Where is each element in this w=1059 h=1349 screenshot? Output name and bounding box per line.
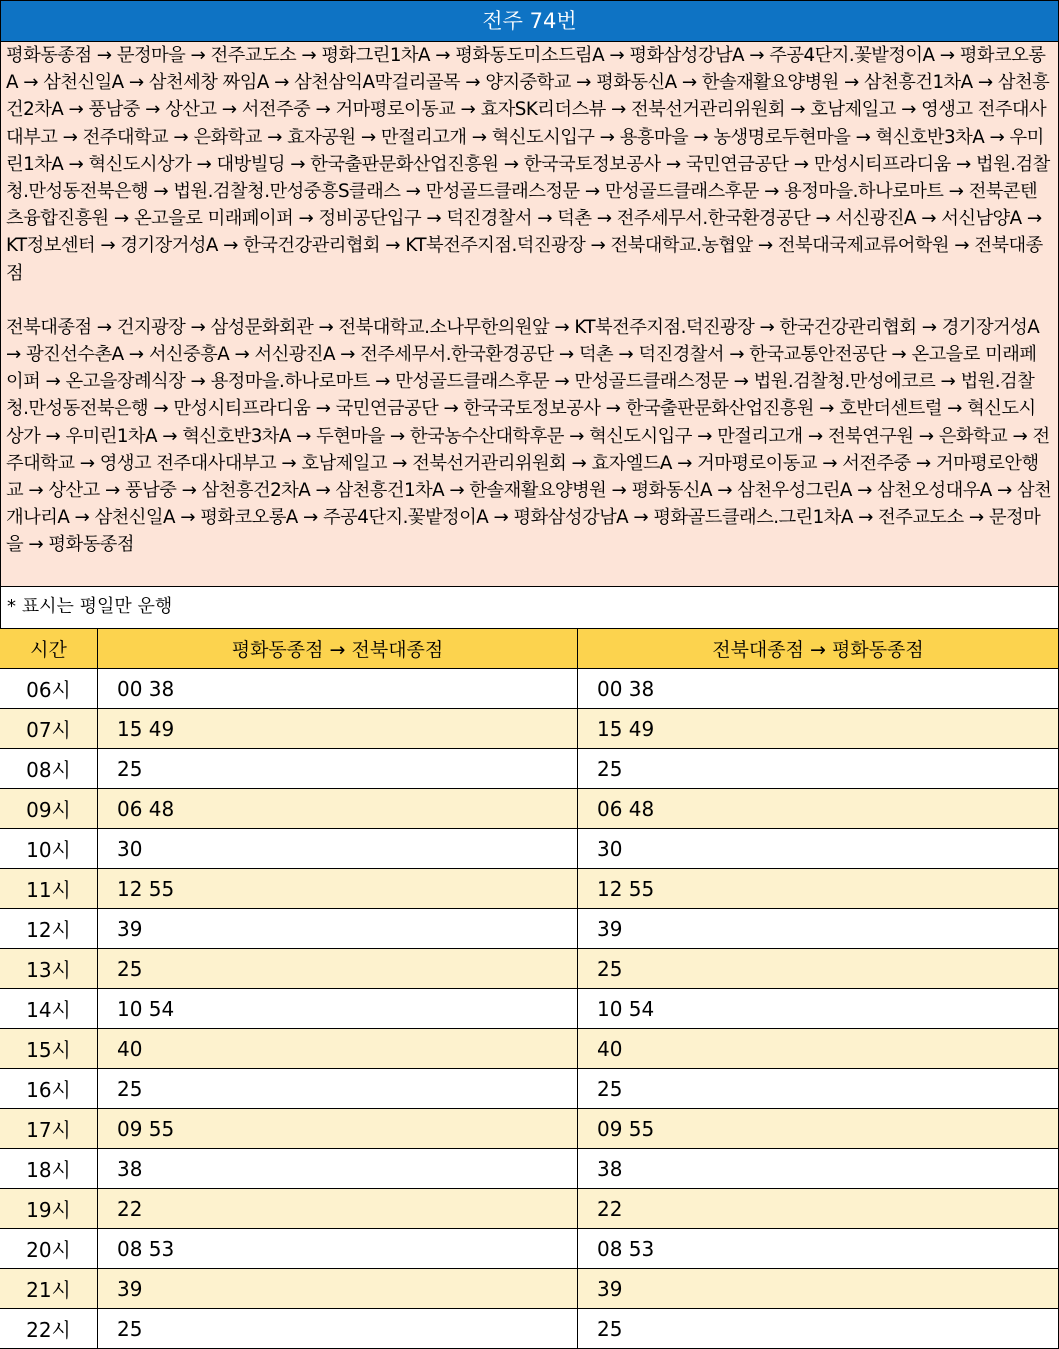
header-inbound: 전북대종점 → 평화동종점 bbox=[578, 629, 1059, 669]
header-hour: 시간 bbox=[0, 629, 98, 669]
outbound-times: 06 48 bbox=[98, 789, 578, 829]
inbound-times: 12 55 bbox=[578, 869, 1059, 909]
hour-cell: 11시 bbox=[0, 869, 98, 909]
outbound-times: 30 bbox=[98, 829, 578, 869]
inbound-times: 00 38 bbox=[578, 669, 1059, 709]
timetable-page bbox=[0, 0, 1059, 628]
schedule-table bbox=[0, 628, 1059, 1349]
inbound-times: 06 48 bbox=[578, 789, 1059, 829]
outbound-times: 00 38 bbox=[98, 669, 578, 709]
inbound-times: 25 bbox=[578, 1309, 1059, 1349]
inbound-times: 22 bbox=[578, 1189, 1059, 1229]
outbound-times: 38 bbox=[98, 1149, 578, 1189]
table-row bbox=[0, 749, 1059, 789]
table-row bbox=[0, 669, 1059, 709]
page-title: 전주 74번 bbox=[1, 1, 1058, 42]
outbound-times: 25 bbox=[98, 1069, 578, 1109]
outbound-times: 25 bbox=[98, 749, 578, 789]
hour-cell: 07시 bbox=[0, 709, 98, 749]
outbound-times: 09 55 bbox=[98, 1109, 578, 1149]
route-spacer bbox=[6, 287, 1052, 314]
inbound-times: 15 49 bbox=[578, 709, 1059, 749]
table-row bbox=[0, 1069, 1059, 1109]
hour-cell: 15시 bbox=[0, 1029, 98, 1069]
hour-cell: 14시 bbox=[0, 989, 98, 1029]
hour-cell: 12시 bbox=[0, 909, 98, 949]
inbound-times: 10 54 bbox=[578, 989, 1059, 1029]
inbound-times: 30 bbox=[578, 829, 1059, 869]
inbound-times: 25 bbox=[578, 1069, 1059, 1109]
table-row bbox=[0, 709, 1059, 749]
outbound-times: 10 54 bbox=[98, 989, 578, 1029]
hour-cell: 13시 bbox=[0, 949, 98, 989]
hour-cell: 20시 bbox=[0, 1229, 98, 1269]
table-row bbox=[0, 1269, 1059, 1309]
hour-cell: 09시 bbox=[0, 789, 98, 829]
inbound-times: 25 bbox=[578, 949, 1059, 989]
hour-cell: 16시 bbox=[0, 1069, 98, 1109]
outbound-times: 40 bbox=[98, 1029, 578, 1069]
header-outbound: 평화동종점 → 전북대종점 bbox=[98, 629, 578, 669]
route-inbound-text: 전북대종점 → 건지광장 → 삼성문화회관 → 전북대학교.소나무한의원앞 → KT북전주지점.덕진광장 → 한국건강관리협회 → 경기장거성A → 광진선수촌A → 서신중흥A → 서신광진A → 전주세무서.한국환경공단 → 덕촌 → 덕진경찰서 → 한국교통안전공단 → 온고을로 미래페이퍼 → 온고을장례식장 → 용정마을.하나로마트 → 만성골드클래스후문 → 만성골드클래스정문 → 법원.검찰청.만성에코르 → 법원.검찰청.만성동전북은행 → 만성시티프라디움 → 국민연금공단 → 한국국토정보공사 → 한국출판문화산업진흥원 → 호반더센트럴 → 혁신도시상가 → 우미린1차A → 혁신호반3차A → 두현마을 → 한국농수산대학후문 → 혁신도시입구 → 만절리고개 → 전북연구원 → 은화학교 → 전주대학교 → 영생고 전주대사대부고 → 호남제일고 → 전북선거관리위원회 → 효자엘드A → 거마평로이동교 → 서전주중 → 거마평로안행교 → 상산고 → 풍남중 → 삼천흥건2차A → 삼천흥건1차A → 한솔재활요양병원 → 평화동신A → 삼천우성그린A → 삼천오성대우A → 삼천개나리A → 삼천신일A → 평화코오롱A → 주공4단지.꽃밭정이A → 평화삼성강남A → 평화골드클래스.그린1차A → 전주교도소 → 문정마을 → 평화동종점 bbox=[6, 316, 1052, 556]
hour-cell: 08시 bbox=[0, 749, 98, 789]
hour-cell: 19시 bbox=[0, 1189, 98, 1229]
table-header-row bbox=[0, 629, 1059, 669]
hour-cell: 06시 bbox=[0, 669, 98, 709]
table-row bbox=[0, 989, 1059, 1029]
outbound-times: 08 53 bbox=[98, 1229, 578, 1269]
outbound-times: 15 49 bbox=[98, 709, 578, 749]
hour-cell: 21시 bbox=[0, 1269, 98, 1309]
inbound-times: 09 55 bbox=[578, 1109, 1059, 1149]
weekday-note: * 표시는 평일만 운행 bbox=[7, 596, 173, 617]
outbound-times: 39 bbox=[98, 909, 578, 949]
outbound-times: 22 bbox=[98, 1189, 578, 1229]
outbound-times: 25 bbox=[98, 1309, 578, 1349]
table-row bbox=[0, 829, 1059, 869]
table-row bbox=[0, 909, 1059, 949]
inbound-times: 40 bbox=[578, 1029, 1059, 1069]
table-row bbox=[0, 1029, 1059, 1069]
inbound-times: 38 bbox=[578, 1149, 1059, 1189]
hour-cell: 18시 bbox=[0, 1149, 98, 1189]
table-row bbox=[0, 949, 1059, 989]
inbound-times: 08 53 bbox=[578, 1229, 1059, 1269]
outbound-times: 39 bbox=[98, 1269, 578, 1309]
hour-cell: 17시 bbox=[0, 1109, 98, 1149]
table-row bbox=[0, 789, 1059, 829]
table-row bbox=[0, 869, 1059, 909]
hour-cell: 22시 bbox=[0, 1309, 98, 1349]
route-description bbox=[1, 42, 1058, 587]
table-row bbox=[0, 1189, 1059, 1229]
table-row bbox=[0, 1109, 1059, 1149]
table-row bbox=[0, 1149, 1059, 1189]
table-row bbox=[0, 1309, 1059, 1349]
inbound-times: 25 bbox=[578, 749, 1059, 789]
hour-cell: 10시 bbox=[0, 829, 98, 869]
inbound-times: 39 bbox=[578, 1269, 1059, 1309]
inbound-times: 39 bbox=[578, 909, 1059, 949]
outbound-times: 12 55 bbox=[98, 869, 578, 909]
route-outbound-text: 평화동종점 → 문정마을 → 전주교도소 → 평화그린1차A → 평화동도미소드림A → 평화삼성강남A → 주공4단지.꽃밭정이A → 평화코오롱A → 삼천신일A → 삼천세창 짜임A → 삼천삼익A막걸리골목 → 양지중학교 → 평화동신A → 한솔재활요양병원 → 삼천흥건1차A → 삼천흥건2차A → 풍남중 → 상산고 → 서전주중 → 거마평로이동교 → 효자SK리더스뷰 → 전북선거관리위원회 → 호남제일고 → 영생고 전주대사대부고 → 전주대학교 → 은화학교 → 효자공원 → 만절리고개 → 혁신도시입구 → 용흥마을 → 농생명로두현마을 → 혁신호반3차A → 우미린1차A → 혁신도시상가 → 대방빌딩 → 한국출판문화산업진흥원 → 한국국토정보공사 → 국민연금공단 → 만성시티프라디움 → 법원.검찰청.만성동전북은행 → 법원.검찰청.만성중흥S클래스 → 만성골드클래스정문 → 만성골드클래스후문 → 용정마을.하나로마트 → 전북콘텐츠융합진흥원 → 온고을로 미래페이퍼 → 정비공단입구 → 덕진경찰서 → 덕촌 → 전주세무서.한국환경공단 → 서신광진A → 서신남양A → KT정보센터 → 경기장거성A → 한국건강관리협회 → KT북전주지점.덕진광장 → 전북대학교.농협앞 → 전북대국제교류어학원 → 전북대종점 bbox=[6, 45, 1050, 284]
outbound-times: 25 bbox=[98, 949, 578, 989]
table-row bbox=[0, 1229, 1059, 1269]
